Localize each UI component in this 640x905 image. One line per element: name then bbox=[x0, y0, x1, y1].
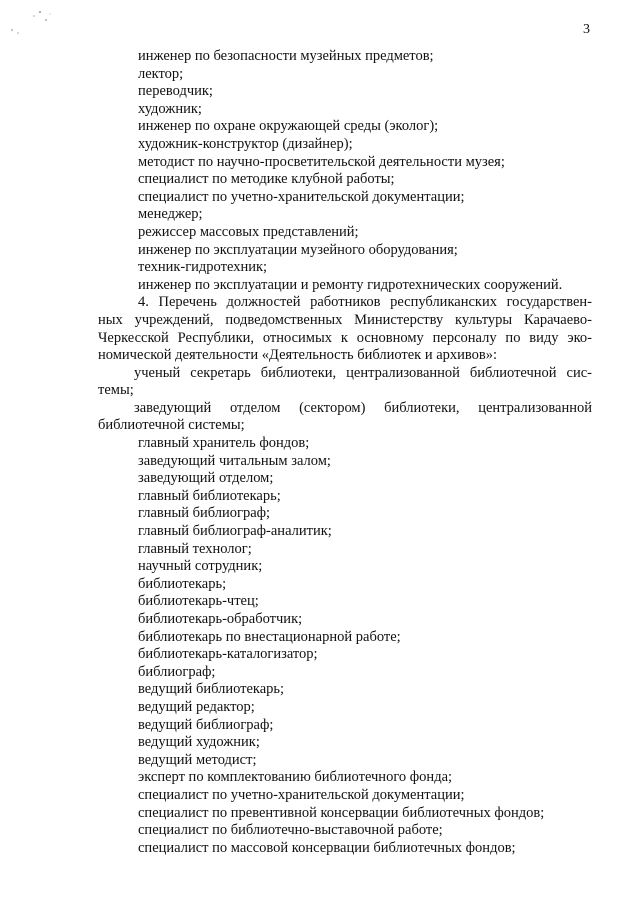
list-item-secretary-line: темы; bbox=[98, 382, 134, 399]
list-item: главный технолог; bbox=[138, 540, 252, 557]
list-item: ведущий художник; bbox=[138, 734, 260, 751]
list-item: библиотекарь; bbox=[138, 575, 227, 592]
document-body bbox=[98, 48, 592, 857]
list-item: инженер по эксплуатации и ремонту гидротехнических сооружений. bbox=[138, 276, 563, 293]
section-4-heading-line: ных учреждений, подведомственных Министерству культуры Карачаево- bbox=[98, 311, 592, 328]
section-4-heading-line: Черкесской Республики, относимых к основному персоналу по виду эко- bbox=[98, 329, 592, 346]
list-item: ведущий редактор; bbox=[138, 698, 255, 715]
list-item: научный сотрудник; bbox=[138, 558, 263, 575]
list-item: художник-конструктор (дизайнер); bbox=[138, 135, 353, 152]
list-item: методист по научно-просветительской деятельности музея; bbox=[138, 153, 505, 170]
list-item: главный библиограф-аналитик; bbox=[138, 523, 332, 540]
scan-specks bbox=[6, 6, 56, 36]
list-item: техник-гидротехник; bbox=[138, 259, 268, 276]
list-item: главный библиограф; bbox=[138, 505, 271, 522]
section-4-heading-line: 4. Перечень должностей работников республиканских государствен- bbox=[138, 294, 592, 311]
list-item: инженер по эксплуатации музейного оборудования; bbox=[138, 241, 458, 258]
list-item-head-dept-line: заведующий отделом (сектором) библиотеки, централизованной bbox=[134, 399, 592, 416]
list-item: режиссер массовых представлений; bbox=[138, 223, 359, 240]
list-item: ведущий библиотекарь; bbox=[138, 681, 285, 698]
list-item: ведущий библиограф; bbox=[138, 716, 274, 733]
list-item: заведующий отделом; bbox=[138, 470, 274, 487]
list-item: переводчик; bbox=[138, 83, 213, 100]
list-item: ведущий методист; bbox=[138, 751, 257, 768]
list-item: главный хранитель фондов; bbox=[138, 435, 310, 452]
list-item: заведующий читальным залом; bbox=[138, 452, 331, 469]
list-item: главный библиотекарь; bbox=[138, 487, 281, 504]
list-item-head-dept-line: библиотечной системы; bbox=[98, 417, 245, 434]
list-item: художник; bbox=[138, 100, 202, 117]
list-item: библиотекарь-каталогизатор; bbox=[138, 646, 318, 663]
page-number: 3 bbox=[583, 22, 590, 37]
list-item: инженер по безопасности музейных предметов; bbox=[138, 48, 434, 64]
list-item-secretary-line: ученый секретарь библиотеки, централизованной библиотечной сис- bbox=[134, 364, 592, 381]
list-item: библиотекарь-чтец; bbox=[138, 593, 259, 610]
list-item: лектор; bbox=[138, 65, 184, 82]
section-4-heading-line: номической деятельности «Деятельность библиотек и архивов»: bbox=[98, 347, 498, 364]
list-item: специалист по учетно-хранительской документации; bbox=[138, 188, 465, 205]
list-item: специалист по учетно-хранительской документации; bbox=[138, 786, 465, 803]
list-item: специалист по библиотечно-выставочной работе; bbox=[138, 822, 443, 839]
list-item: библиотекарь-обработчик; bbox=[138, 611, 303, 627]
list-item: библиотекарь по внестационарной работе; bbox=[138, 628, 401, 645]
list-item: специалист по методике клубной работы; bbox=[138, 171, 395, 188]
list-item: эксперт по комплектованию библиотечного фонда; bbox=[138, 769, 453, 786]
list-item: специалист по превентивной консервации библиотечных фондов; bbox=[138, 804, 545, 821]
list-item: менеджер; bbox=[138, 206, 203, 223]
list-item: библиограф; bbox=[138, 663, 216, 680]
list-item: инженер по охране окружающей среды (эколог); bbox=[138, 118, 439, 135]
list-item: специалист по массовой консервации библиотечных фондов; bbox=[138, 839, 516, 856]
